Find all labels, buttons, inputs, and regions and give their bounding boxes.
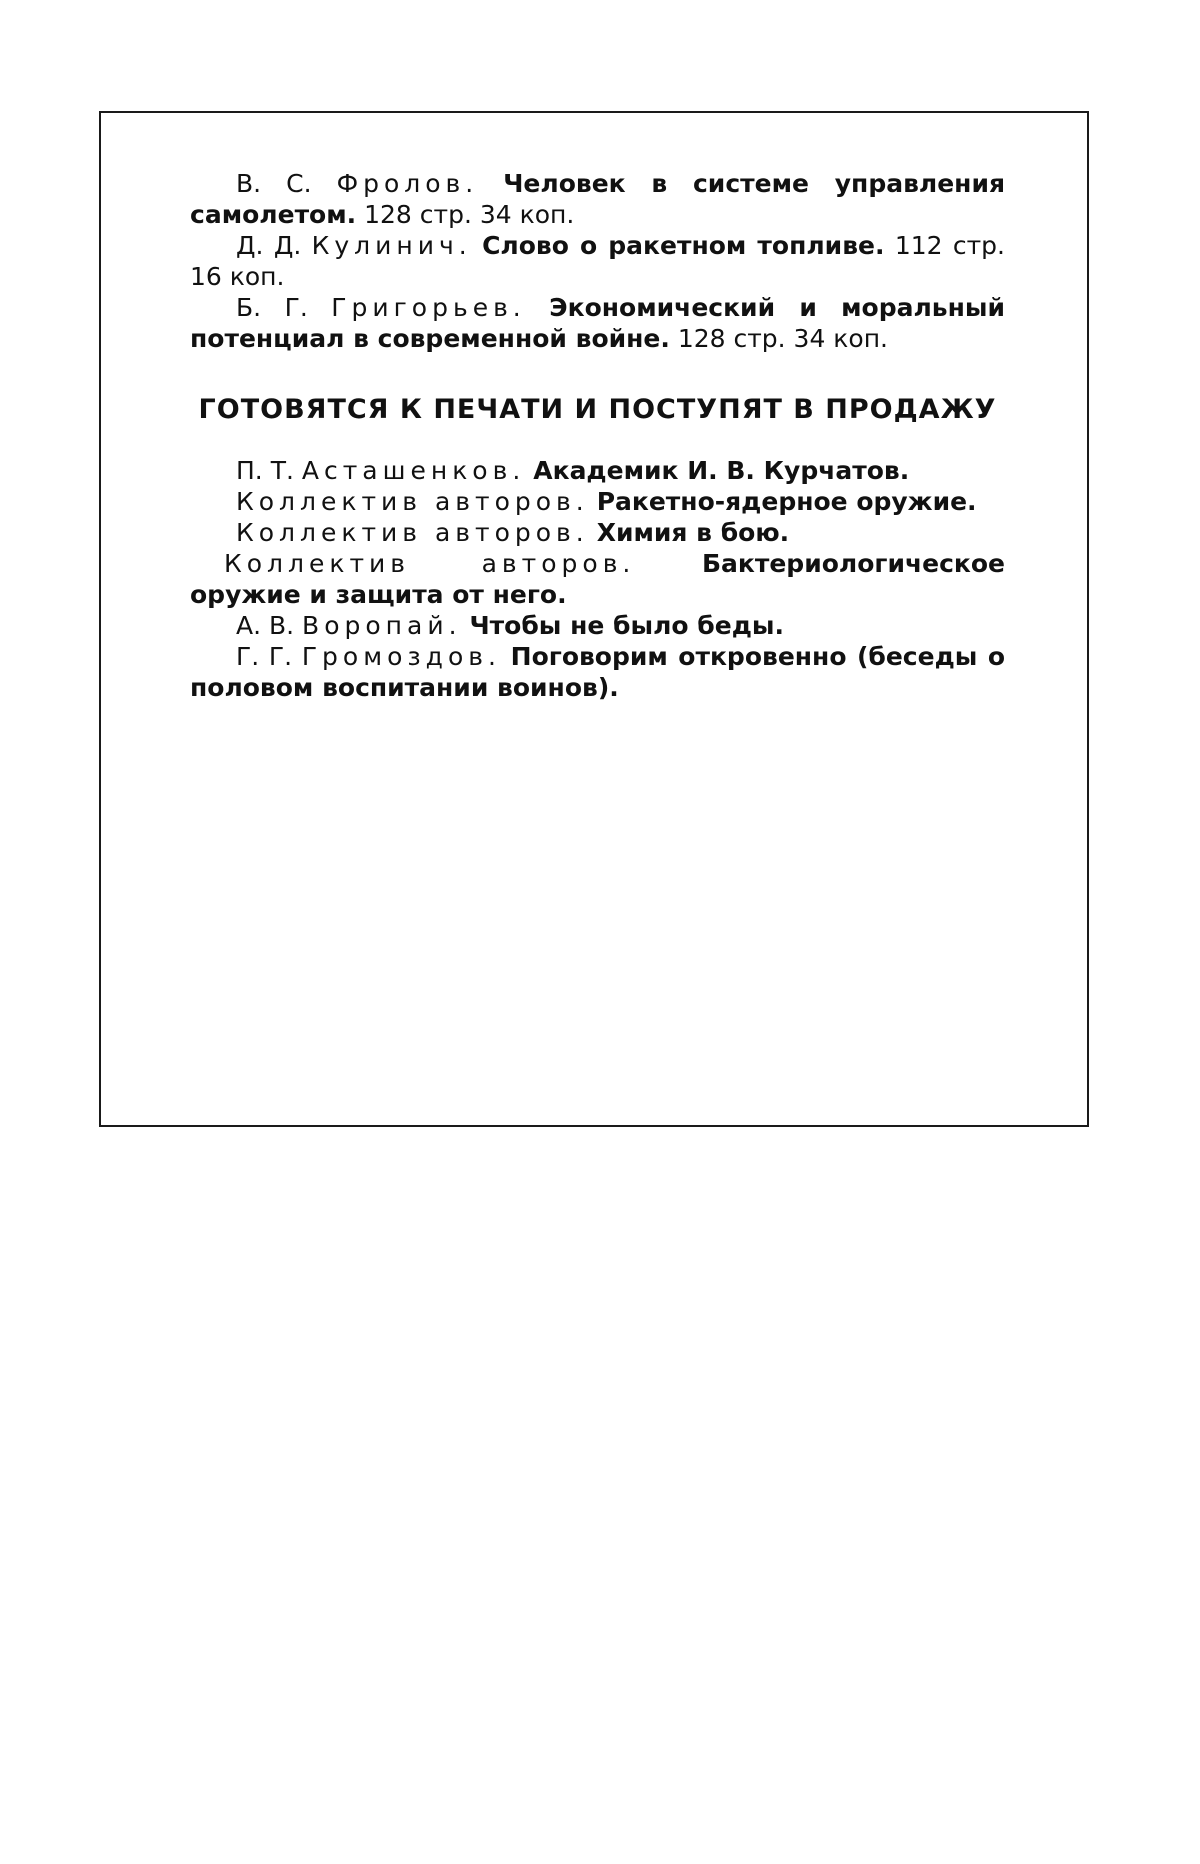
upcoming-entry xyxy=(190,548,1005,610)
book-list xyxy=(190,168,1005,703)
published-entry xyxy=(190,292,1005,354)
book-title: Ракетно-ядерное оружие. xyxy=(596,487,977,516)
author-initials: П. Т. xyxy=(236,456,294,485)
upcoming-entry xyxy=(190,486,1005,517)
author-surname: Асташенков. xyxy=(301,456,526,485)
upcoming-entry xyxy=(190,517,1005,548)
author-surname: Воропай. xyxy=(302,611,462,640)
book-title: Бактериологическое оружие и защита от него. xyxy=(190,549,1005,609)
author-initials: В. С. xyxy=(236,169,312,198)
published-entry xyxy=(190,230,1005,292)
book-meta: 128 стр. 34 коп. xyxy=(677,324,888,353)
author-initials: А. В. xyxy=(236,611,295,640)
upcoming-heading: ГОТОВЯТСЯ К ПЕЧАТИ И ПОСТУПЯТ В ПРОДАЖУ xyxy=(198,394,997,425)
upcoming-entry xyxy=(190,641,1005,703)
author-surname: Фролов. xyxy=(336,169,479,198)
book-meta: 112 стр. 16 коп. xyxy=(190,231,1005,291)
author-initials: Г. Г. xyxy=(236,642,293,671)
book-title: Чтобы не было беды. xyxy=(469,611,785,640)
upcoming-entry xyxy=(190,610,1005,641)
author-surname: Кулинич. xyxy=(311,231,472,260)
author-surname: Григорьев. xyxy=(331,293,526,322)
book-meta: 128 стр. 34 коп. xyxy=(364,200,575,229)
book-title: Слово о ракетном топливе. xyxy=(482,231,885,260)
published-entry xyxy=(190,168,1005,230)
book-title: Химия в бою. xyxy=(596,518,790,547)
author-initials: Б. Г. xyxy=(236,293,308,322)
book-title: Экономический и моральный потенциал в современной войне. xyxy=(190,293,1005,353)
author-initials: Д. Д. xyxy=(236,231,302,260)
book-title: Академик И. В. Курчатов. xyxy=(533,456,910,485)
book-title: Поговорим откровенно (беседы о половом воспитании воинов). xyxy=(190,642,1006,702)
author-surname: Коллектив авторов. xyxy=(236,518,589,547)
author-surname: Коллектив авторов. xyxy=(224,549,636,578)
book-title: Человек в системе управления самолетом. xyxy=(190,169,1006,229)
upcoming-entry xyxy=(190,455,1005,486)
author-surname: Коллектив авторов. xyxy=(236,487,589,516)
author-surname: Громоздов. xyxy=(301,642,501,671)
